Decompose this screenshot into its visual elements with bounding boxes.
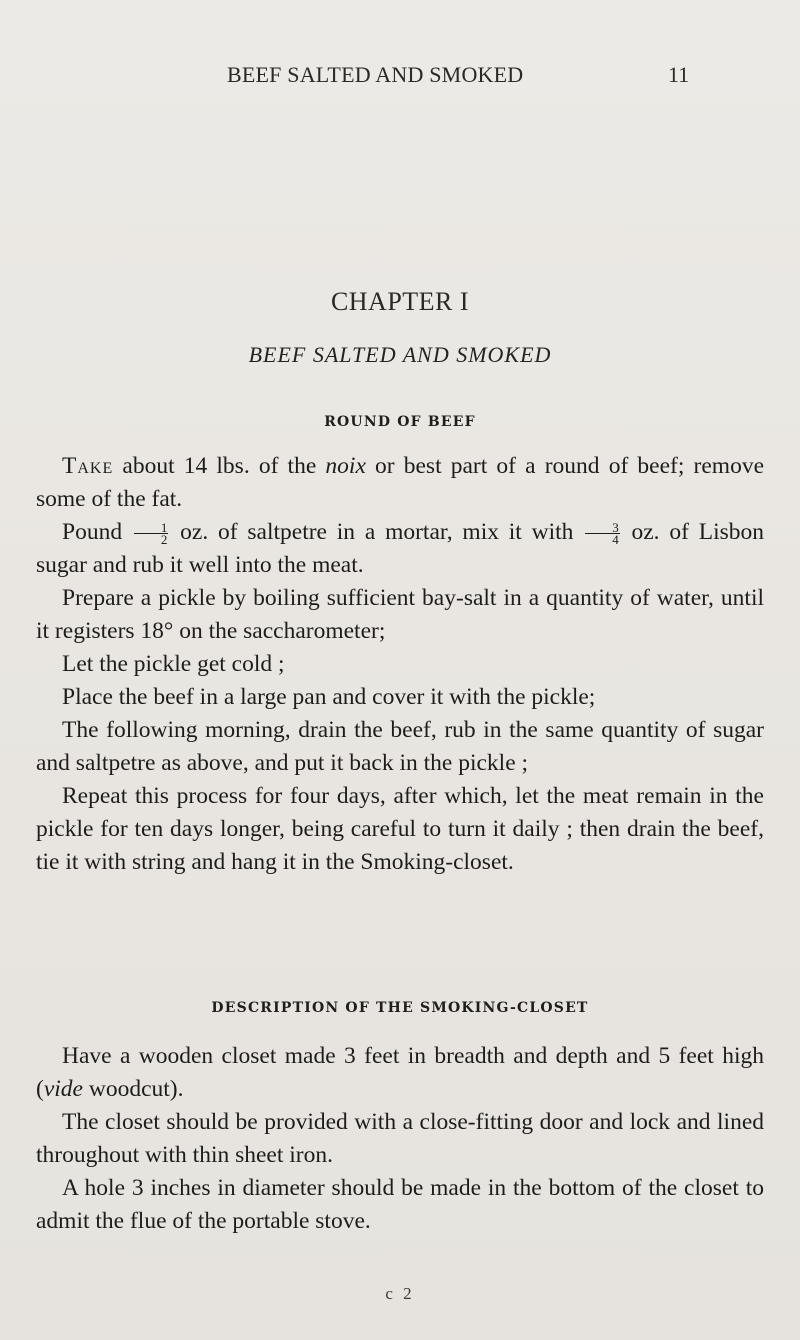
paragraph-first-word: Take bbox=[62, 453, 114, 479]
paragraph-text: about 14 lbs. of the bbox=[113, 453, 326, 479]
paragraph: Prepare a pickle by boiling sufficient bay-salt in a quantity of water, until it registers 18° on the saccharometer; bbox=[36, 585, 764, 644]
description-body bbox=[36, 1040, 764, 1238]
chapter-subtitle: BEEF SALTED AND SMOKED bbox=[248, 342, 552, 367]
paragraph-text: oz. of saltpetre in a mortar, mix it with bbox=[170, 519, 584, 545]
paragraph: Repeat this process for four days, after which, let the meat remain in the pickle for ten days longer, being careful to turn it daily ; then drain the beef, tie it with string and hang it in the Smoking-closet. bbox=[36, 783, 764, 875]
paragraph: Place the beef in a large pan and cover it with the pickle; bbox=[62, 684, 596, 710]
running-title: BEEF SALTED AND SMOKED bbox=[227, 62, 524, 87]
paragraph-text: Pound bbox=[62, 519, 132, 545]
fraction-half bbox=[134, 520, 169, 548]
paragraph-text: Have a wooden closet made 3 feet in breadth and depth and 5 feet high ( bbox=[36, 1043, 764, 1102]
chapter-title: CHAPTER I bbox=[330, 287, 470, 316]
recipe-body bbox=[36, 450, 764, 879]
fraction-denominator: 4 bbox=[612, 532, 619, 548]
paragraph: A hole 3 inches in diameter should be made in the bottom of the closet to admit the flue of the portable stove. bbox=[36, 1175, 764, 1234]
italic-term: noix bbox=[325, 453, 366, 479]
page-number: 11 bbox=[668, 62, 690, 87]
fraction-numerator: 3 bbox=[585, 522, 620, 534]
signature-mark: c 2 bbox=[385, 1284, 415, 1303]
running-head bbox=[0, 62, 800, 92]
fraction-three-quarters bbox=[585, 520, 620, 548]
paragraph: The following morning, drain the beef, rub in the same quantity of sugar and saltpetre as above, and put it back in the pickle ; bbox=[36, 717, 764, 776]
paragraph bbox=[36, 450, 764, 516]
paragraph bbox=[36, 516, 764, 582]
paragraph: The closet should be provided with a close-fitting door and lock and lined throughout with thin sheet iron. bbox=[36, 1109, 764, 1168]
paragraph-text: or best part of a round of beef; remove some of the fat. bbox=[36, 453, 764, 512]
paragraph bbox=[36, 1040, 764, 1106]
fraction-denominator: 2 bbox=[160, 532, 168, 548]
paragraph-text: woodcut). bbox=[82, 1076, 184, 1102]
section-heading-round-of-beef: ROUND OF BEEF bbox=[324, 414, 476, 430]
paragraph: Let the pickle get cold ; bbox=[62, 651, 285, 677]
paragraph-text: oz. of Lisbon sugar and rub it well into the meat. bbox=[36, 519, 764, 578]
section-heading-smoking-closet: DESCRIPTION OF THE SMOKING-CLOSET bbox=[211, 1000, 589, 1016]
italic-term: vide bbox=[43, 1076, 83, 1102]
fraction-numerator: 1 bbox=[134, 522, 169, 534]
